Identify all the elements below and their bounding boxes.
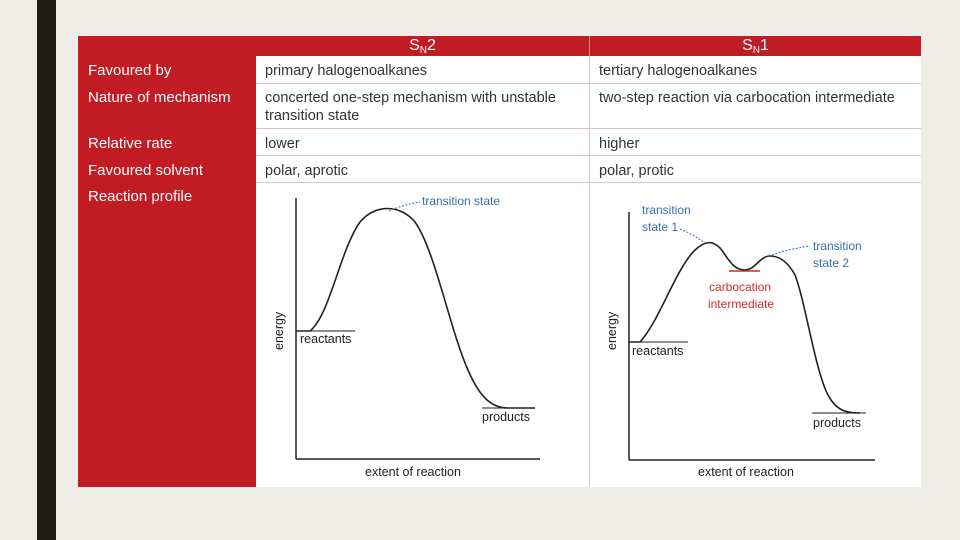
sn2-transition-state-label: transition state [422,194,501,208]
sn2-mechanism-line1: concerted one-step mechanism with unstable [265,90,556,106]
sn1-products-label: products [813,416,861,430]
sn1-subscript: N [752,45,760,56]
sn1-ts2-leader [772,246,810,255]
row-label-relative-rate: Relative rate [88,135,173,152]
sn1-ts1-leader [680,229,705,243]
sn1-solvent: polar, protic [599,163,674,179]
sn2-s: S [409,37,420,54]
sn1-favoured-by: tertiary halogenoalkanes [599,63,757,79]
sn1-ts2-label-line1: transition [813,239,862,253]
sn1-ts1-label-line1: transition [642,203,691,217]
sn2-mechanism-line2: transition state [265,108,360,124]
sn2-favoured-by: primary halogenoalkanes [265,63,428,79]
sn2-subscript: N [419,45,427,56]
sn1-mechanism: two-step reaction via carbocation intermediate [599,90,895,106]
sn2-x-axis-label: extent of reaction [365,465,461,479]
sn1-intermediate-label-line2: intermediate [707,297,775,311]
sn1-relative-rate: higher [599,136,640,152]
row-label-favoured-by: Favoured by [88,62,172,79]
sn1-reactants-label: reactants [632,344,684,358]
sn2-number: 2 [427,37,436,54]
sn1-intermediate-label-line1: carbocation [708,280,772,294]
row-label-nature-of-mechanism: Nature of mechanism [88,89,231,106]
sn1-s: S [742,37,753,54]
sn2-y-axis-label: energy [272,311,286,350]
row-label-reaction-profile: Reaction profile [88,188,193,205]
sn2-products-label: products [482,410,530,424]
sn1-x-axis-label: extent of reaction [698,465,794,479]
sn2-reactants-label: reactants [300,332,352,346]
sn1-y-axis-label: energy [605,311,619,350]
sn2-relative-rate: lower [265,136,300,152]
sn1-ts2-label-line2: state 2 [813,256,850,270]
sn1-number: 1 [760,37,769,54]
row-label-favoured-solvent: Favoured solvent [88,162,204,179]
sn2-solvent: polar, aprotic [265,163,349,179]
sn1-ts1-label-line2: state 1 [642,220,679,234]
